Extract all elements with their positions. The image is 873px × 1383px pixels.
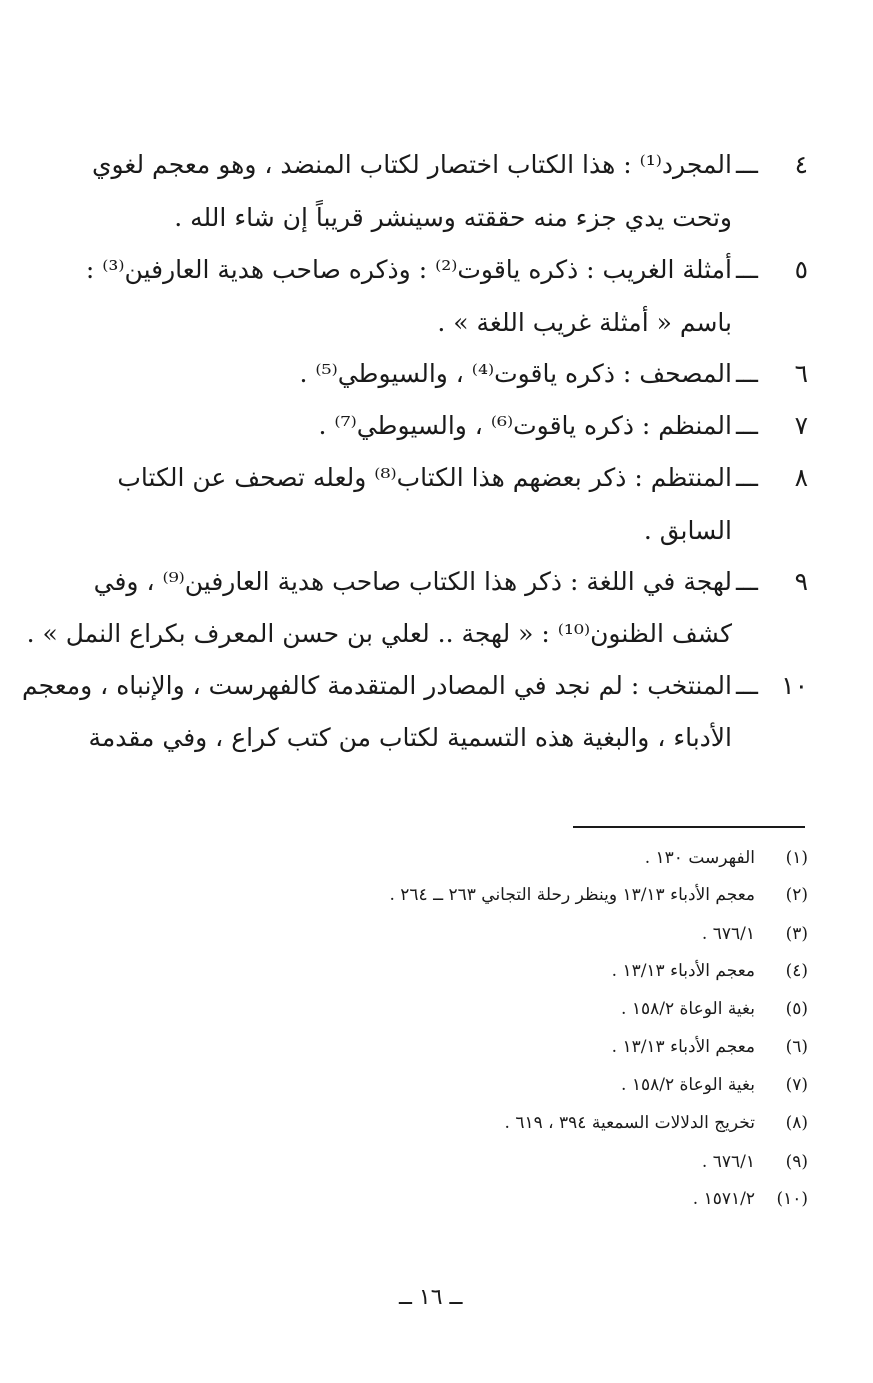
entry-dash: ـــ [736, 463, 758, 492]
entry-dash: ـــ [736, 359, 758, 388]
entry-line: السابق . [643, 516, 732, 545]
entry-dash: ـــ [736, 411, 758, 440]
page-number: ــ ١٦ ــ [399, 1285, 463, 1310]
entry-line: لهجة في اللغة : ذكر هذا الكتاب صاحب هدية العارفين⁽⁹⁾ ، وفي [93, 567, 732, 596]
entry-number: ٧ [794, 411, 808, 440]
entry-line: المنتظم : ذكر بعضهم هذا الكتاب⁽⁸⁾ ولعله تصحف عن الكتاب [117, 463, 732, 492]
footnote-text: بغية الوعاة ١٥٨/٢ . [621, 1075, 755, 1095]
footnote-text: تخريج الدلالات السمعية ٣٩٤ ، ٦١٩ . [504, 1113, 755, 1133]
entry-number: ٨ [794, 463, 808, 492]
entry-number: ٦ [794, 359, 808, 388]
footnote-number: (١) [785, 848, 808, 868]
footnote-number: (٧) [785, 1075, 808, 1095]
entry-number: ٩ [794, 567, 808, 596]
footnote-text: معجم الأدباء ١٣/١٣ . [611, 961, 755, 981]
footnote-number: (٦) [785, 1037, 808, 1057]
footnote-number: (٥) [785, 999, 808, 1019]
entry-line: المنظم : ذكره ياقوت⁽⁶⁾ ، والسيوطي⁽⁷⁾ . [318, 411, 732, 440]
footnote-text: معجم الأدباء ١٣/١٣ . [611, 1037, 755, 1057]
footnote-number: (٢) [785, 885, 808, 905]
entry-line: الأدباء ، والبغية هذه التسمية لكتاب من كتب كراع ، وفي مقدمة [88, 723, 732, 752]
footnote-text: بغية الوعاة ١٥٨/٢ . [621, 999, 755, 1019]
entry-dash: ـــ [736, 255, 758, 284]
footnote-text: معجم الأدباء ١٣/١٣ وينظر رحلة التجاني ٢٦٣ ــ ٢٦٤ . [389, 885, 755, 905]
entry-line: المجرد⁽¹⁾ : هذا الكتاب اختصار لكتاب المنضد ، وهو معجم لغوي [91, 150, 732, 179]
footnote-separator [573, 826, 805, 828]
entry-line: باسم « أمثلة غريب اللغة » . [437, 308, 732, 337]
entry-number: ١٠ [781, 671, 808, 700]
entry-dash: ـــ [736, 567, 758, 596]
footnote-text: ٦٧٦/١ . [701, 924, 755, 944]
entry-dash: ـــ [736, 150, 758, 179]
entry-number: ٤ [794, 150, 808, 179]
entry-line: كشف الظنون⁽¹⁰⁾ : « لهجة .. لعلي بن حسن المعرف بكراع النمل » . [26, 619, 732, 648]
entry-dash: ـــ [736, 671, 758, 700]
entry-line: وتحت يدي جزء منه حققته وسينشر قريباً إن شاء الله . [174, 203, 732, 232]
footnote-text: الفهرست ١٣٠ . [644, 848, 755, 868]
footnote-number: (٩) [785, 1152, 808, 1172]
footnote-number: (٨) [785, 1113, 808, 1133]
entry-line: أمثلة الغريب : ذكره ياقوت⁽²⁾ : وذكره صاحب هدية العارفين⁽³⁾ : [85, 255, 732, 284]
footnote-number: (١٠) [776, 1189, 808, 1209]
footnote-text: ١٥٧١/٢ . [692, 1189, 755, 1209]
entry-number: ٥ [794, 255, 808, 284]
footnote-number: (٣) [785, 924, 808, 944]
entry-line: المصحف : ذكره ياقوت⁽⁴⁾ ، والسيوطي⁽⁵⁾ . [299, 359, 732, 388]
footnote-text: ٦٧٦/١ . [701, 1152, 755, 1172]
entry-line: المنتخب : لم نجد في المصادر المتقدمة كالفهرست ، والإنباه ، ومعجم [21, 671, 732, 700]
footnote-number: (٤) [785, 961, 808, 981]
